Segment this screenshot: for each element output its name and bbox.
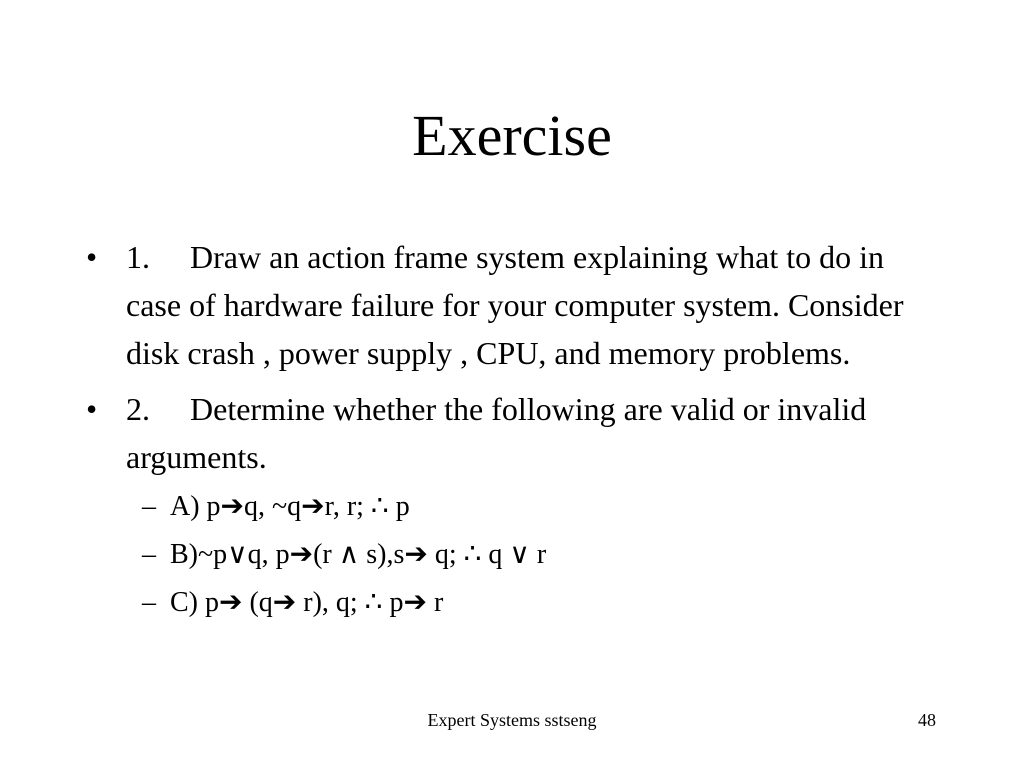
dash-marker: – bbox=[142, 539, 156, 570]
bullet-marker: • bbox=[86, 391, 98, 427]
argument-b: B)~p∨q, p➔(r ∧ s),s➔ q; ∴ q ∨ r bbox=[170, 539, 547, 570]
argument-c: C) p➔ (q➔ r), q; ∴ p➔ r bbox=[170, 587, 444, 618]
item-text: Determine whether the following are valid or invalid arguments. bbox=[126, 391, 867, 475]
bullet-marker: • bbox=[86, 239, 98, 275]
list-item bbox=[86, 385, 936, 627]
dash-marker: – bbox=[142, 587, 156, 618]
slide-title: Exercise bbox=[412, 103, 612, 168]
sub-list-item bbox=[126, 483, 936, 531]
sub-list-item bbox=[126, 531, 936, 579]
list-item bbox=[86, 233, 936, 377]
argument-a: A) p➔q, ~q➔r, r; ∴ p bbox=[170, 491, 410, 522]
sub-list bbox=[126, 483, 936, 627]
footer-text: Expert Systems sstseng bbox=[427, 710, 597, 730]
page-number: 48 bbox=[918, 710, 936, 730]
sub-list-item bbox=[126, 579, 936, 627]
item-number: 1. bbox=[126, 239, 150, 275]
bullet-list bbox=[86, 233, 936, 635]
dash-marker: – bbox=[142, 491, 156, 522]
item-number: 2. bbox=[126, 391, 150, 427]
item-text: Draw an action frame system explaining what to do in case of hardware failure for your computer system. Consider disk crash , power supply , CPU, and memory problems. bbox=[126, 239, 904, 371]
